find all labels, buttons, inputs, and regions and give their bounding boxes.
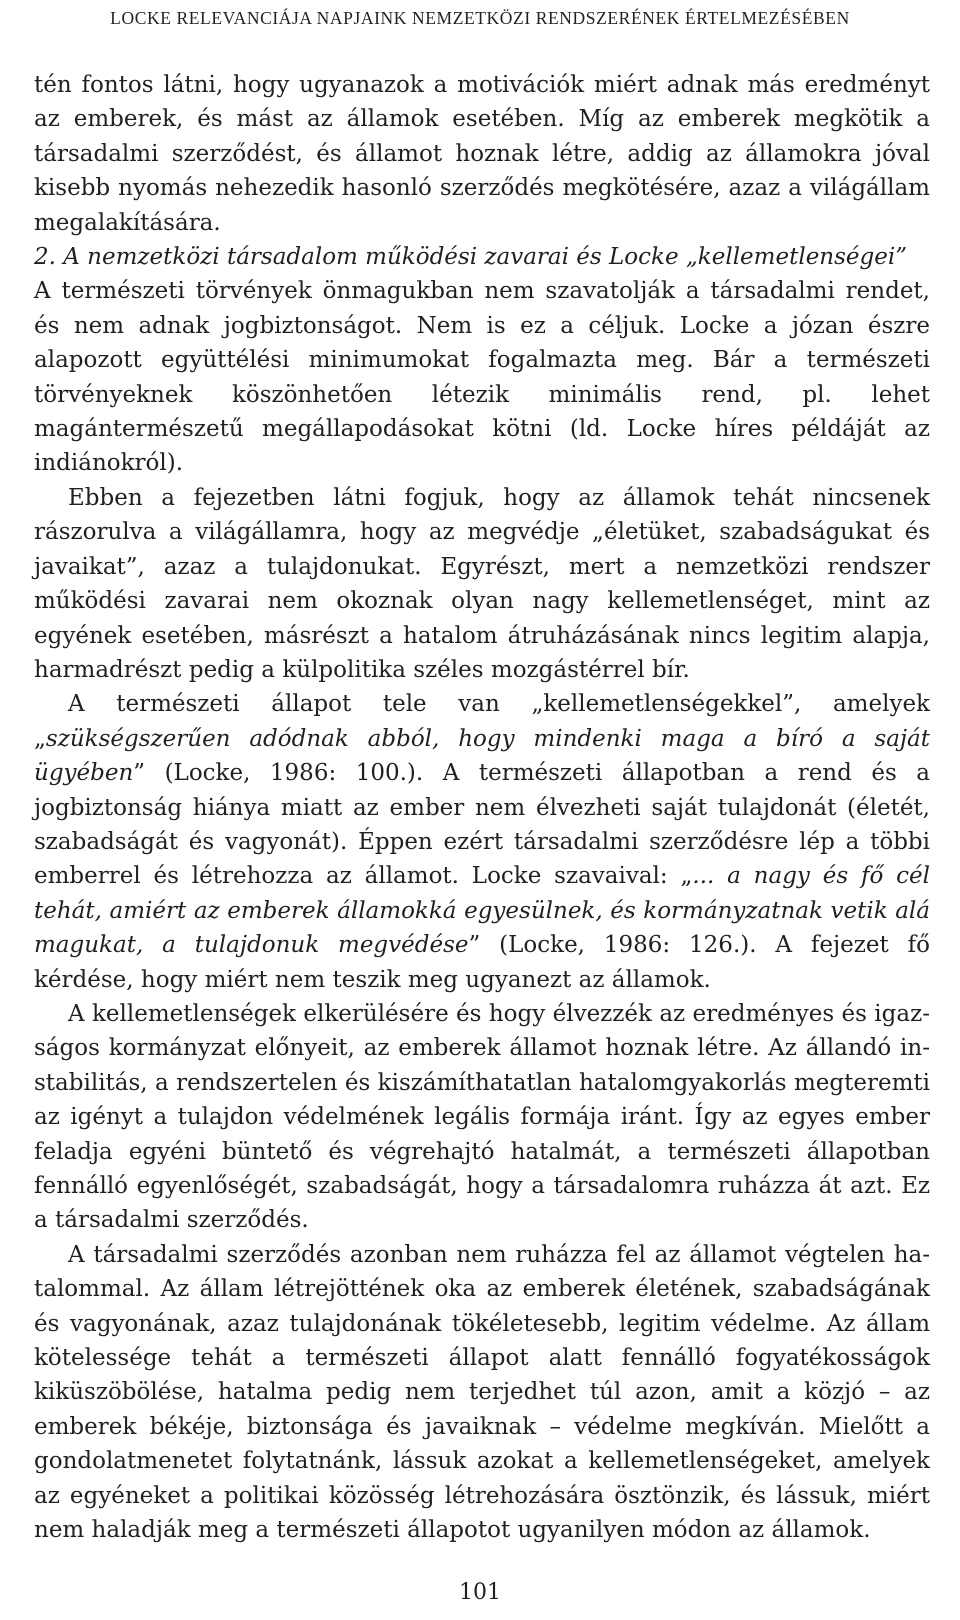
page-body <box>34 68 930 1547</box>
running-header: LOCKE RELEVANCIÁJA NAPJAINK NEMZETKÖZI RENDSZERÉNEK ÉRTELMEZÉSÉBEN <box>110 8 850 28</box>
paragraph-1: A természeti törvények önmagukban nem szavatolják a társadalmi rendet, és nem adnak jogbiztonságot. Nem is ez a céljuk. Locke a józan észre alapozott együttélési minimumokat fogalmazta meg. Bár a természeti törvényeknek köszönhetően létezik minimális rend, pl. lehet magántermészetű megállapodásokat kötni (ld. Locke híres példáját az indiánokról). <box>34 278 930 477</box>
paragraph-5: A társadalmi szerződés azonban nem ruházza fel az államot végtelen hatalommal. Az állam létrejöttének oka az emberek életének, szabadságának és vagyonának, azaz tulajdonának tökéletesebb, legitim védelme. Az állam kötelessége tehát a természeti állapot alatt fennálló fogyatékosságok kiküszöbölése, hatalma pedig nem terjedhet túl azon, amit a közjó – az emberek békéje, biztonsága és javaiknak – védelme megkíván. Mielőtt a gondolatmenetet folytatnánk, lássuk azokat a kellemetlenségeket, amelyek az egyéneket a politikai közösség létrehozására ösztönzik, és lássuk, miért nem haladják meg a természeti állapotot ugyanilyen módon az államok. <box>34 1241 930 1544</box>
paragraph-3-quote-2: ... a nagy és fő cél tehát, amiért az emberek államokká egyesülnek, és kormányzatnak vetik alá magukat, a tulajdonuk megvédése <box>34 863 930 959</box>
paragraph-3-text-b: ” (Locke, 1986: 100.). A természeti állapotban a rend és a jogbiztonság hiánya miatt az ember nem élvezheti saját tulajdonát (életét, szabadságát és vagyonát). Éppen ezért társadalmi szerződésre lép a többi emberrel és létrehozza az államot. Locke szavaival: „ <box>34 760 930 890</box>
paragraph-2: Ebben a fejezetben látni fogjuk, hogy az államok tehát nincsenek rászorulva a világállamra, hogy az megvédje „életüket, szabadságukat és javaikat”, azaz a tulajdonukat. Egyrészt, mert a nemzetközi rendszer működési zavarai nem okoznak olyan nagy kellemetlenséget, mint az egyének esetében, másrészt a hatalom átruházásának nincs legitim alapja, harmadrészt pedig a külpolitika széles mozgástérrel bír. <box>34 484 930 683</box>
section-heading: 2. A nemzetközi társadalom működési zavarai és Locke „kellemetlenségei” <box>34 244 907 271</box>
paragraph-3-text-a: A természeti állapot tele van „kellemetlenségekkel”, amelyek „ <box>34 691 930 752</box>
page-number: 101 <box>459 1580 501 1605</box>
paragraph-4: A kellemetlenségek elkerülésére és hogy élvezzék az eredményes és igazságos kormányzat előnyeit, az emberek államot hoznak létre. Az állandó instabilitás, a rendszertelen és kiszámíthatatlan hatalomgyakorlás megteremti az igényt a tulajdon védelmének legális formája iránt. Így az egyes ember feladja egyéni büntető és végrehajtó hatalmát, a természeti állapotban fennálló egyenlőségét, szabadságát, hogy a társadalomra ruházza át azt. Ez a társadalmi szerződés. <box>34 1000 930 1234</box>
paragraph-continued: tén fontos látni, hogy ugyanazok a motivációk miért adnak más eredményt az emberek, és mást az államok esetében. Míg az emberek megkötik a társadalmi szerződést, és államot hoznak létre, addig az államokra jóval kisebb nyomás nehezedik hasonló szerződés megkötésére, azaz a világállam megalakítására. <box>34 72 930 236</box>
paragraph-3-text-c: ” (Locke, 1986: 126.). A fejezet fő kérdése, hogy miért nem teszik meg ugyanezt az államok. <box>34 932 930 993</box>
paragraph-3-quote: szükségszerűen adódnak abból, hogy mindenki maga a bíró a saját ügyében <box>34 725 930 787</box>
paragraph-3 <box>34 687 930 997</box>
